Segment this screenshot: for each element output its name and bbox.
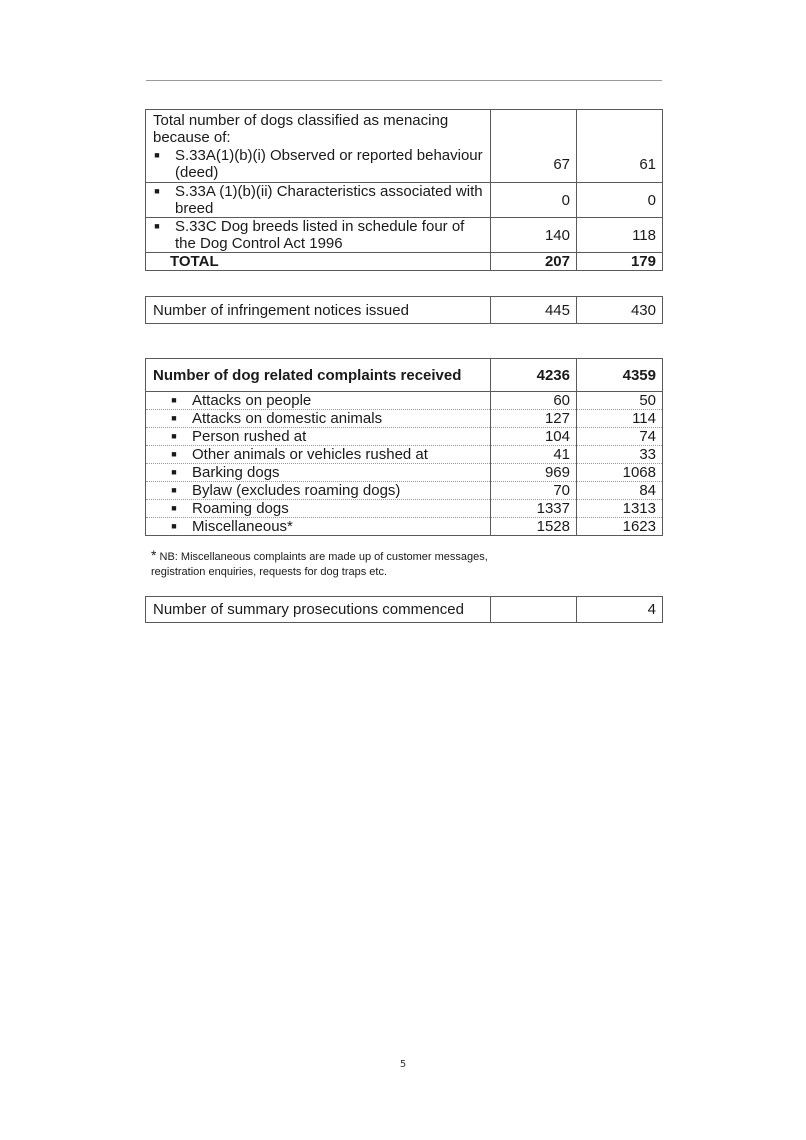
complaint-label: Barking dogs [192,464,280,481]
menacing-item-v1: 0 [491,183,577,218]
table-row-total [146,253,663,271]
table-row [146,183,663,218]
complaint-v1: 969 [491,464,577,482]
total-v2: 179 [577,253,663,271]
menacing-item-v1: 140 [491,218,577,253]
footnote [151,548,491,580]
table-row [146,482,663,500]
infringement-label: Number of infringement notices issued [146,297,491,324]
bullet-icon: ■ [171,413,177,423]
table-row [146,518,663,536]
infringement-table [145,296,663,324]
complaint-v1: 1337 [491,500,577,518]
complaint-v2: 74 [577,428,663,446]
complaint-label: Attacks on people [192,392,312,409]
infringement-v2: 430 [577,297,663,324]
menacing-item-v2: 0 [577,183,663,218]
table-row-header [146,359,663,392]
bullet-icon: ■ [154,221,160,231]
complaint-v1: 41 [491,446,577,464]
complaint-label: Other animals or vehicles rushed at [192,446,428,463]
menacing-item-v2: 61 [577,146,663,183]
complaint-v1: 104 [491,428,577,446]
menacing-item-label: S.33C Dog breeds listed in schedule four of the Dog Control Act 1996 [175,218,465,252]
table-row [146,410,663,428]
table-row [146,464,663,482]
header-rule [146,80,662,81]
complaint-v1: 1528 [491,518,577,536]
complaint-label: Miscellaneous* [192,518,293,535]
bullet-icon: ■ [154,186,160,196]
prosecutions-v1 [491,597,577,623]
bullet-icon: ■ [171,521,177,531]
table-row [146,428,663,446]
bullet-icon: ■ [154,150,160,160]
footnote-text: NB: Miscellaneous complaints are made up of customer messages, registration enquiries, requests for dog traps etc. [151,551,488,578]
complaints-v2: 4359 [577,359,663,392]
prosecutions-table [145,596,663,623]
table-row [146,446,663,464]
complaints-table [145,358,663,536]
footnote-star: * [151,547,157,563]
complaint-v2: 1313 [577,500,663,518]
table-row [146,500,663,518]
total-label: TOTAL [146,253,491,271]
page-number: 5 [399,1059,407,1070]
complaints-label: Number of dog related complaints received [146,359,491,392]
bullet-icon: ■ [171,395,177,405]
complaints-v1: 4236 [491,359,577,392]
menacing-item-label: S.33A (1)(b)(ii) Characteristics associated with breed [175,183,483,217]
bullet-icon: ■ [171,449,177,459]
complaint-v2: 33 [577,446,663,464]
bullet-icon: ■ [171,467,177,477]
table-row [146,146,663,183]
table-row [146,218,663,253]
bullet-icon: ■ [171,431,177,441]
complaint-v2: 114 [577,410,663,428]
prosecutions-v2: 4 [577,597,663,623]
prosecutions-label: Number of summary prosecutions commenced [146,597,491,623]
table-row [146,392,663,410]
complaint-label: Roaming dogs [192,500,289,517]
bullet-icon: ■ [171,485,177,495]
total-v1: 207 [491,253,577,271]
complaint-v1: 60 [491,392,577,410]
complaint-v2: 1623 [577,518,663,536]
menacing-intro: Total number of dogs classified as menacing because of: [146,110,491,147]
menacing-item-label: S.33A(1)(b)(i) Observed or reported behaviour (deed) [175,147,483,181]
complaint-label: Bylaw (excludes roaming dogs) [192,482,401,499]
menacing-dogs-table [145,109,663,271]
complaint-label: Person rushed at [192,428,307,445]
complaint-label: Attacks on domestic animals [192,410,383,427]
table-row [146,297,663,324]
table-row [146,597,663,623]
complaint-v1: 127 [491,410,577,428]
complaint-v1: 70 [491,482,577,500]
menacing-item-v2: 118 [577,218,663,253]
menacing-item-v1: 67 [491,146,577,183]
complaint-v2: 50 [577,392,663,410]
complaint-v2: 84 [577,482,663,500]
complaint-v2: 1068 [577,464,663,482]
table-row [146,110,663,147]
bullet-icon: ■ [171,503,177,513]
infringement-v1: 445 [491,297,577,324]
